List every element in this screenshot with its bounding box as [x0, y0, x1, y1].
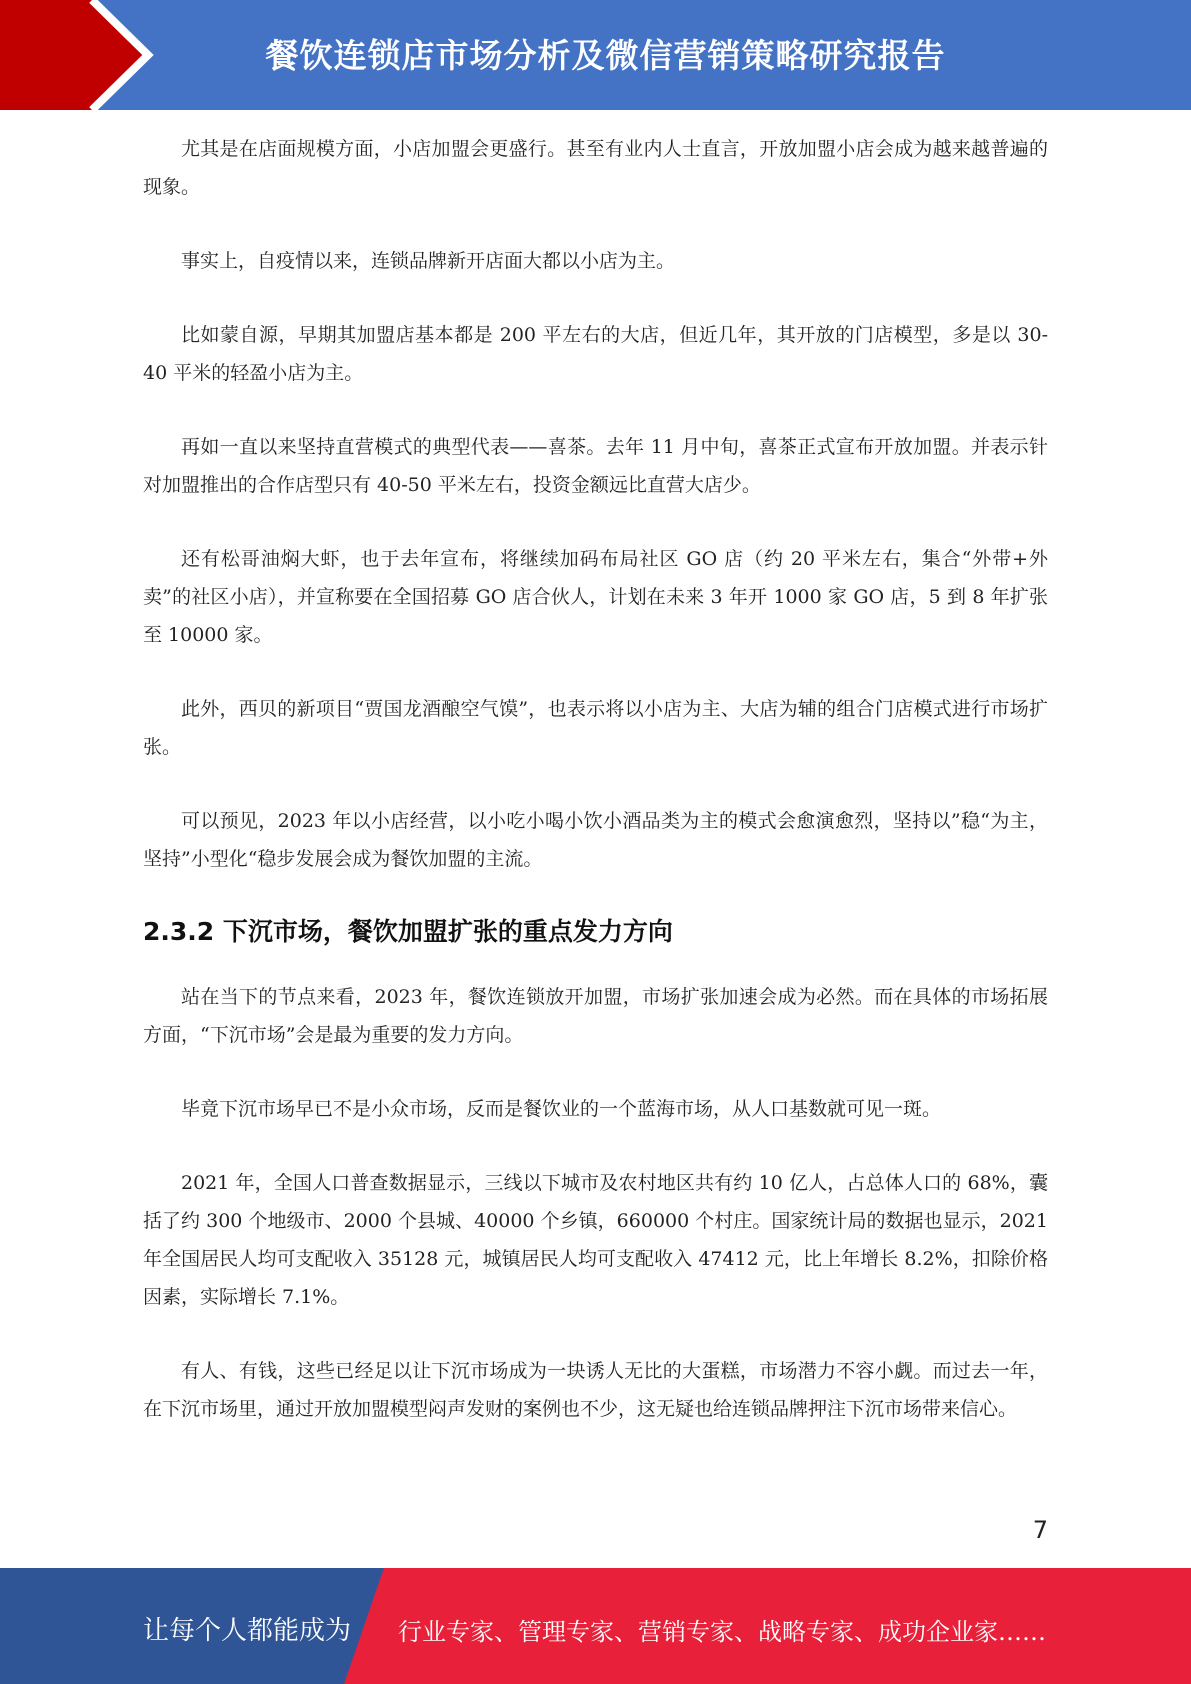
section-heading: 2.3.2 下沉市场，餐饮加盟扩张的重点发力方向 — [143, 917, 673, 946]
paragraph: 站在当下的节点来看，2023 年，餐饮连锁放开加盟，市场扩张加速会成为必然。而在具体的市场拓展方面，“下沉市场”会是最为重要的发力方向。 — [143, 986, 1048, 1046]
page-number: 7 — [1032, 1516, 1048, 1544]
paragraph: 事实上，自疫情以来，连锁品牌新开店面大都以小店为主。 — [181, 250, 676, 272]
paragraph: 此外，西贝的新项目“贾国龙酒酿空气馍”，也表示将以小店为主、大店为辅的组合门店模式进行市场扩张。 — [143, 698, 1048, 758]
document-title: 餐饮连锁店市场分析及微信营销策略研究报告 — [265, 36, 946, 75]
paragraph: 再如一直以来坚持直营模式的典型代表——喜茶。去年 11 月中旬，喜茶正式宣布开放加盟。并表示针对加盟推出的合作店型只有 40-50 平米左右，投资金额远比直营大店少。 — [143, 436, 1048, 496]
paragraph: 尤其是在店面规模方面，小店加盟会更盛行。甚至有业内人士直言，开放加盟小店会成为越来越普遍的现象。 — [143, 138, 1048, 198]
footer-slogan-right: 行业专家、管理专家、营销专家、战略专家、成功企业家…… — [398, 1618, 1046, 1646]
page-content — [143, 130, 1048, 1464]
paragraph: 还有松哥油焖大虾，也于去年宣布，将继续加码布局社区 GO 店（约 20 平米左右，集合“外带+外卖”的社区小店），并宣称要在全国招募 GO 店合伙人，计划在未来 3 年开 1000 家 GO 店，5 到 8 年扩张至 10000 家。 — [143, 548, 1048, 646]
paragraph: 有人、有钱，这些已经足以让下沉市场成为一块诱人无比的大蛋糕，市场潜力不容小觑。而过去一年，在下沉市场里，通过开放加盟模型闷声发财的案例也不少，这无疑也给连锁品牌押注下沉市场带来信心。 — [143, 1360, 1048, 1420]
paragraph: 毕竟下沉市场早已不是小众市场，反而是餐饮业的一个蓝海市场，从人口基数就可见一斑。 — [181, 1098, 942, 1120]
page-footer — [0, 1568, 1191, 1684]
header-red-chevron — [0, 0, 148, 110]
paragraph: 可以预见，2023 年以小店经营，以小吃小喝小饮小酒品类为主的模式会愈演愈烈，坚持以”稳“为主，坚持”小型化“稳步发展会成为餐饮加盟的主流。 — [143, 810, 1048, 870]
paragraph: 比如蒙自源，早期其加盟店基本都是 200 平左右的大店，但近几年，其开放的门店模型，多是以 30-40 平米的轻盈小店为主。 — [143, 324, 1048, 384]
paragraph: 2021 年，全国人口普查数据显示，三线以下城市及农村地区共有约 10 亿人，占总体人口的 68%，囊括了约 300 个地级市、2000 个县城、40000 个乡镇，660000 个村庄。国家统计局的数据也显示，2021 年全国居民人均可支配收入 35128 元，城镇居民人均可支配收入 47412 元，比上年增长 8.2%，扣除价格因素，实际增长 7.1%。 — [143, 1172, 1048, 1308]
page-header — [0, 0, 1191, 110]
footer-slogan-left: 让每个人都能成为 — [143, 1616, 352, 1646]
